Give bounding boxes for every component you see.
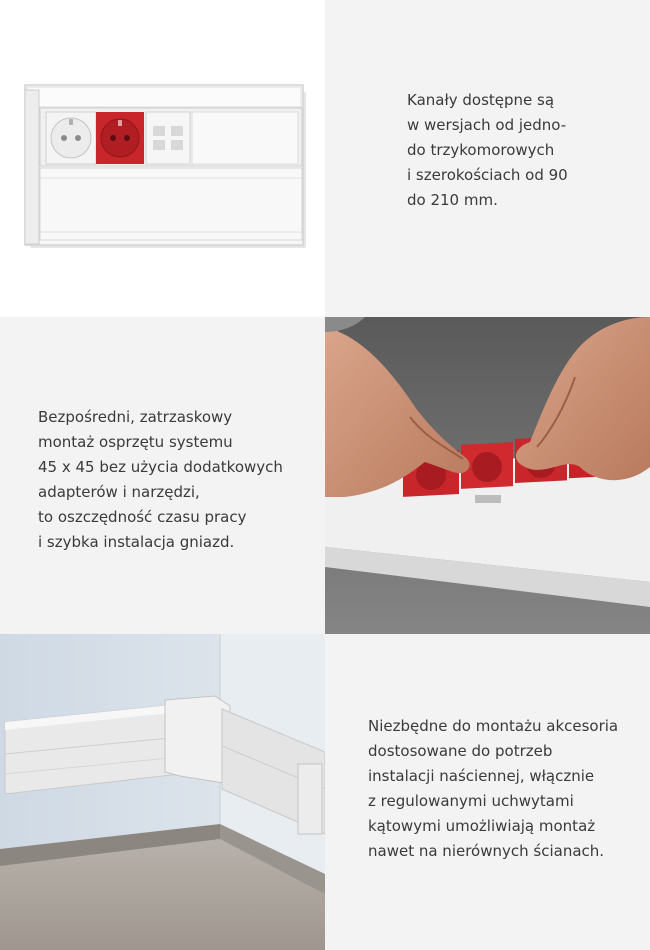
- text-line: instalacji naściennej, włącznie: [368, 767, 595, 785]
- text-line: adapterów i narzędzi,: [38, 483, 200, 501]
- feature-text-panel-3: [325, 634, 650, 950]
- trunking-box-with-sockets-image: [0, 0, 325, 317]
- text-line: dostosowane do potrzeb: [368, 742, 553, 760]
- text-line: nawet na nierównych ścianach.: [368, 842, 605, 860]
- text-line: to oszczędność czasu pracy: [38, 508, 247, 526]
- text-line: Bezpośredni, zatrzaskowy: [38, 408, 233, 426]
- text-line: 45 x 45 bez użycia dodatkowych: [38, 458, 283, 476]
- text-line: i szerokościach od 90: [407, 166, 568, 184]
- wall-trunking-corner-image: [0, 634, 325, 950]
- text-line: montaż osprzętu systemu: [38, 433, 233, 451]
- hands-installing-sockets-image: [325, 317, 650, 634]
- feature-text-panel-1: [325, 0, 650, 317]
- text-line: z regulowanymi uchwytami: [368, 792, 574, 810]
- text-line: Kanały dostępne są: [407, 91, 555, 109]
- feature-description-1: [407, 88, 568, 213]
- text-line: i szybka instalacja gniazd.: [38, 533, 235, 551]
- text-line: do trzykomorowych: [407, 141, 555, 159]
- text-line: do 210 mm.: [407, 191, 498, 209]
- feature-description-2: [38, 405, 283, 555]
- text-line: Niezbędne do montażu akcesoria: [368, 717, 619, 735]
- text-line: kątowymi umożliwiają montaż: [368, 817, 596, 835]
- text-line: w wersjach od jedno-: [407, 116, 567, 134]
- feature-description-3: [368, 714, 618, 864]
- feature-text-panel-2: [0, 317, 325, 634]
